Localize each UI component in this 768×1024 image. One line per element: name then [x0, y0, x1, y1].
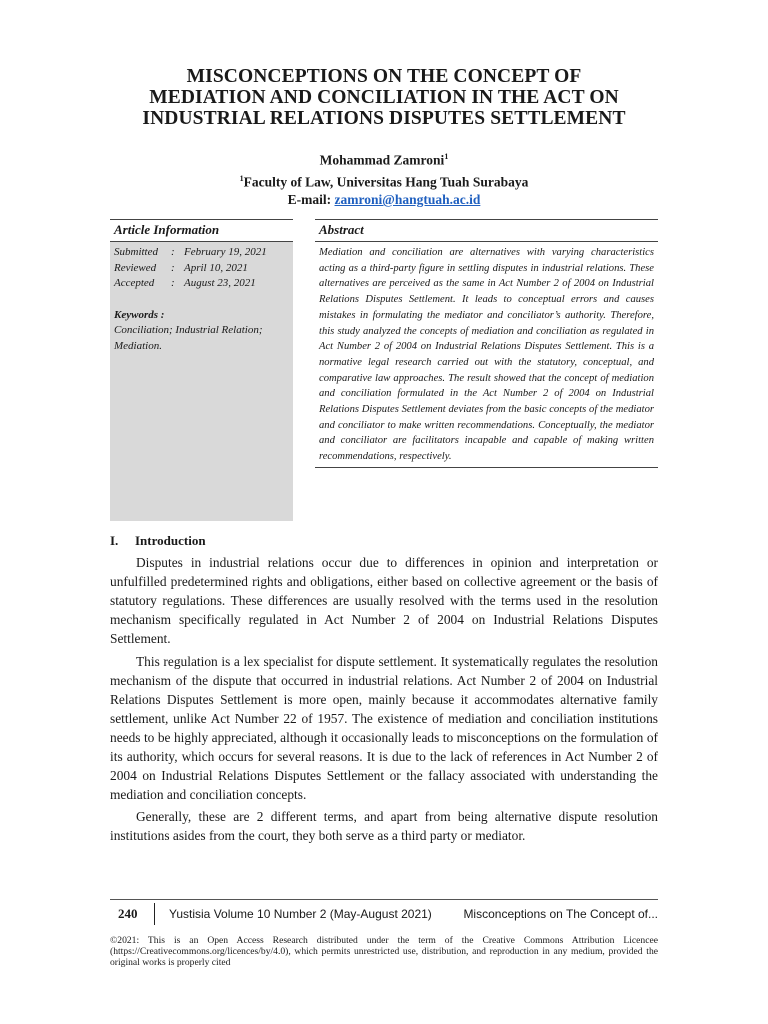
abstract-box — [315, 219, 658, 468]
article-information-body — [110, 242, 293, 521]
info-row-submitted: Submitted : February 19, 2021 — [114, 246, 267, 258]
abstract-text: Mediation and conciliation are alternatives with varying characteristics acting as a third-party figure in settling disputes in industrial relations. These alternatives are perceived as the same in Act Number 2 of 2004 on Industrial Relations Disputes Settlement. It leads to conceptual errors and causes mistakes in formulating the mediator and conciliator’s authority. Therefore, this study analyzed the concepts of mediation and conciliation as regulated in Act Number 2 of 2004 on Industrial Relations Disputes Settlement. This is a normative legal research carried out with the statutory, conceptual, and comparative law approaches. The result showed that the concept of mediation and conciliation formulated in the Act Number 2 of 2004 on Industrial Relations Disputes Settlement deviates from the basic concepts of the mediator and conciliator to make written recommendations. Conceptually, the mediator and conciliator are facilitators incapable and capable of making written recommendations, respectively. — [315, 242, 658, 468]
section-title: Introduction — [135, 533, 206, 548]
paper-title — [90, 66, 678, 129]
body-text — [110, 553, 658, 849]
info-row-accepted: Accepted : August 23, 2021 — [114, 277, 256, 290]
title-line: INDUSTRIAL RELATIONS DISPUTES SETTLEMENT — [142, 108, 626, 129]
title-line: MISCONCEPTIONS ON THE CONCEPT OF — [186, 66, 582, 87]
page-number: 240 — [110, 903, 155, 925]
author-name: Mohammad Zamroni$^1$ — [319, 152, 449, 168]
section-number: I. — [110, 533, 119, 548]
footer-divider — [110, 899, 658, 900]
keywords-text: Conciliation; Industrial Relation; Mediation. — [114, 324, 263, 352]
author-block — [90, 148, 678, 209]
running-title: Misconceptions on The Concept of... — [463, 907, 658, 921]
license-note: ©2021: This is an Open Access Research distributed under the term of the Creative Commons Attribution Licencee (https://Creativecommons.org/licences/by/4.0), which permits unrestricted use, distribution, and reproduction in any medium, provided the original works is properly cited — [110, 935, 658, 968]
journal-citation: Yustisia Volume 10 Number 2 (May-August 2021) — [169, 907, 432, 921]
article-information-heading: Article Information — [110, 219, 293, 242]
keywords-heading: Keywords : — [114, 308, 165, 321]
abstract-heading: Abstract — [315, 219, 658, 242]
page-footer — [110, 903, 658, 925]
paragraph: This regulation is a lex specialist for dispute settlement. It systematically regulates the resolution mechanism of the dispute that occurred in industrial relations. Act Number 2 of 2004 on Industrial Relations Disputes Settlement is more open, mainly because it accommodates alternative family settlement, unlike Act Number 22 of 1957. The existence of mediation and conciliation institutions needs to be highly appreciated, although it occasionally leads to misconceptions on the formulation of its authority, which occurs for several reasons. It is due to the lack of references in Act Number 2 of 2004 on Industrial Relations Disputes Settlement or the fallacy associated with understanding the mediation and conciliation concepts. — [110, 653, 658, 802]
paragraph: Disputes in industrial relations occur due to differences in opinion and interpretation or unfulfilled predetermined rights and obligations, either based on collective agreement or the basis of statutory regulations. These differences are usually resolved with the terms used in the resolution mechanism specifically regulated in Act Number 2 of 2004 on Industrial Relations Disputes Settlement. — [110, 555, 658, 646]
section-heading — [110, 533, 206, 549]
info-row-reviewed: Reviewed : April 10, 2021 — [114, 261, 248, 274]
article-information-box — [110, 219, 293, 521]
title-line: MEDIATION AND CONCILIATION IN THE ACT ON — [149, 87, 619, 108]
author-email: E-mail: zamroni@hangtuah.ac.id — [287, 192, 481, 207]
author-affiliation: $^1$Faculty of Law, Universitas Hang Tuah Surabaya — [239, 173, 529, 189]
paragraph: Generally, these are 2 different terms, and apart from being alternative dispute resolution institutions asides from the court, they both serve as a third party or mediator. — [110, 809, 658, 843]
email-link[interactable]: zamroni@hangtuah.ac.id — [334, 192, 481, 207]
